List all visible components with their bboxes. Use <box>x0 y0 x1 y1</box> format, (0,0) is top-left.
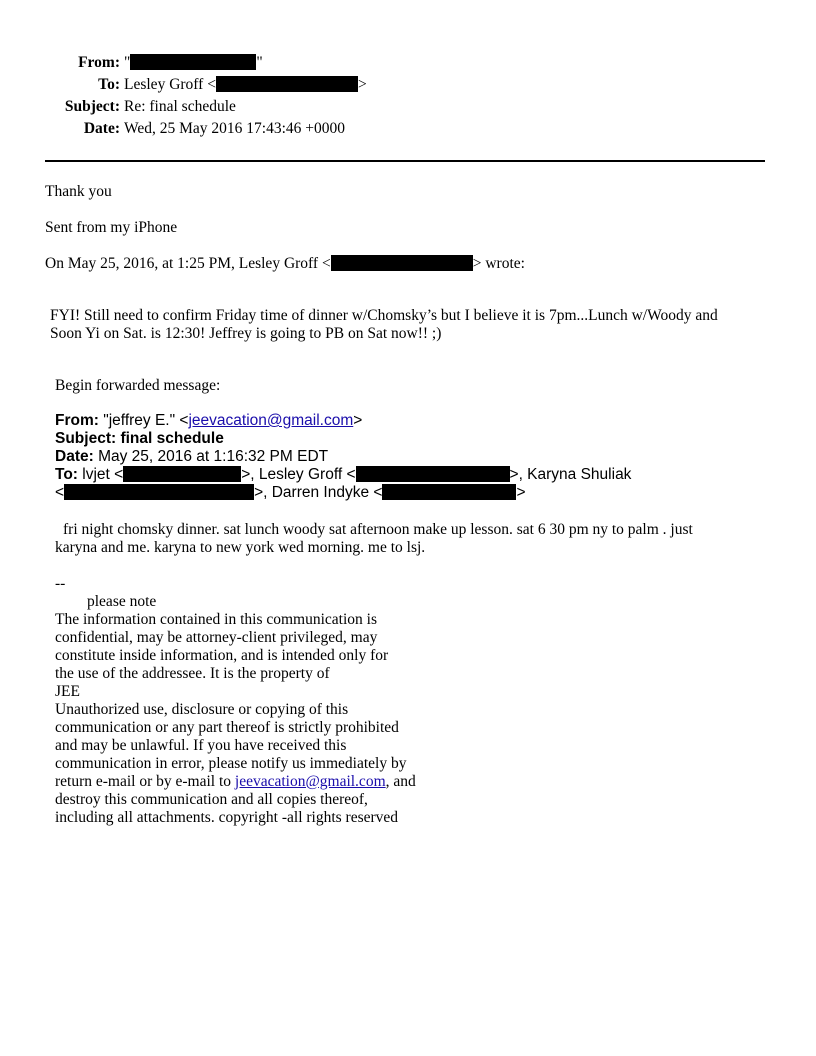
redaction-box <box>331 255 473 271</box>
fwd-to-label: To: <box>55 466 78 483</box>
disclaimer-line: the use of the addressee. It is the property of <box>55 665 330 682</box>
subject-value: Re: final schedule <box>124 98 236 115</box>
fwd-from-row: From: "jeffrey E." <jeevacation@gmail.com> <box>55 412 363 429</box>
fwd-date-label: Date: <box>55 448 94 465</box>
disclaimer-line: and may be unlawful. If you have received this <box>55 737 347 754</box>
date-label: Date: <box>83 120 120 137</box>
disclaimer-line: communication in error, please notify us immediately by <box>55 755 407 772</box>
to-row <box>0 74 500 96</box>
fwd-to-row-cont: < >, Darren Indyke < > <box>55 484 526 501</box>
disclaimer-line: constitute inside information, and is intended only for <box>55 647 389 664</box>
notify-email-link[interactable]: jeevacation@gmail.com <box>234 773 386 790</box>
fwd-subject-value: final schedule <box>120 430 224 447</box>
redaction-box <box>216 76 358 92</box>
to-value: Lesley Groff < > <box>124 76 367 93</box>
disclaimer-line: confidential, may be attorney-client privileged, may <box>55 629 378 646</box>
fyi-line-2: Soon Yi on Sat. is 12:30! Jeffrey is going to PB on Sat now!! ;) <box>50 325 442 342</box>
to-label: To: <box>98 76 120 93</box>
please-note: please note <box>87 593 157 610</box>
date-value: Wed, 25 May 2016 17:43:46 +0000 <box>124 120 346 137</box>
disclaimer-line: Unauthorized use, disclosure or copying of this <box>55 701 349 718</box>
fwd-subject-label: Subject: <box>55 430 117 447</box>
disclaimer-lines <box>55 611 455 781</box>
quote-attribution: On May 25, 2016, at 1:25 PM, Lesley Groff < > wrote: <box>45 255 525 272</box>
fwd-date-row: Date: May 25, 2016 at 1:16:32 PM EDT <box>55 448 329 465</box>
email-header <box>0 52 500 142</box>
fwd-subject-row <box>55 430 224 448</box>
from-value: " " <box>124 54 263 71</box>
subject-label: Subject: <box>64 98 120 115</box>
from-label: From: <box>78 54 120 71</box>
disclaimer-line: destroy this communication and all copies thereof, <box>55 791 368 808</box>
disclaimer-line: The information contained in this communication is <box>55 611 377 628</box>
fwd-from-email-link[interactable]: jeevacation@gmail.com <box>188 412 354 429</box>
date-row <box>0 118 500 140</box>
fyi-line-1: FYI! Still need to confirm Friday time of dinner w/Chomsky’s but I believe it is 7pm...Lunch w/Woody and <box>50 307 718 324</box>
redaction-box <box>382 484 516 500</box>
disclaimer-line: JEE <box>55 683 80 700</box>
redaction-box <box>123 466 241 482</box>
disclaimer-notify-line: return e-mail or by e-mail to jeevacation@gmail.com, and <box>55 773 416 790</box>
redaction-box <box>64 484 254 500</box>
redaction-box <box>356 466 510 482</box>
fwd-message-line-2: karyna and me. karyna to new york wed morning. me to lsj. <box>55 539 426 556</box>
header-divider <box>45 160 765 162</box>
fwd-to-row: To: lvjet < >, Lesley Groff < >, Karyna Shuliak <box>55 466 632 483</box>
redaction-box <box>130 54 256 70</box>
fwd-from-label: From: <box>55 412 99 429</box>
disclaimer-line: including all attachments. copyright -all rights reserved <box>55 809 399 826</box>
fwd-message-line-1: fri night chomsky dinner. sat lunch woody sat afternoon make up lesson. sat 6 30 pm ny to palm . just <box>63 521 693 538</box>
forward-begin: Begin forwarded message: <box>55 377 221 394</box>
reply-signature: Sent from my iPhone <box>45 219 178 236</box>
subject-row <box>0 96 500 118</box>
reply-thanks: Thank you <box>45 183 112 200</box>
from-row <box>0 52 500 74</box>
signature-dashes: -- <box>55 575 66 592</box>
disclaimer-line: communication or any part thereof is strictly prohibited <box>55 719 399 736</box>
